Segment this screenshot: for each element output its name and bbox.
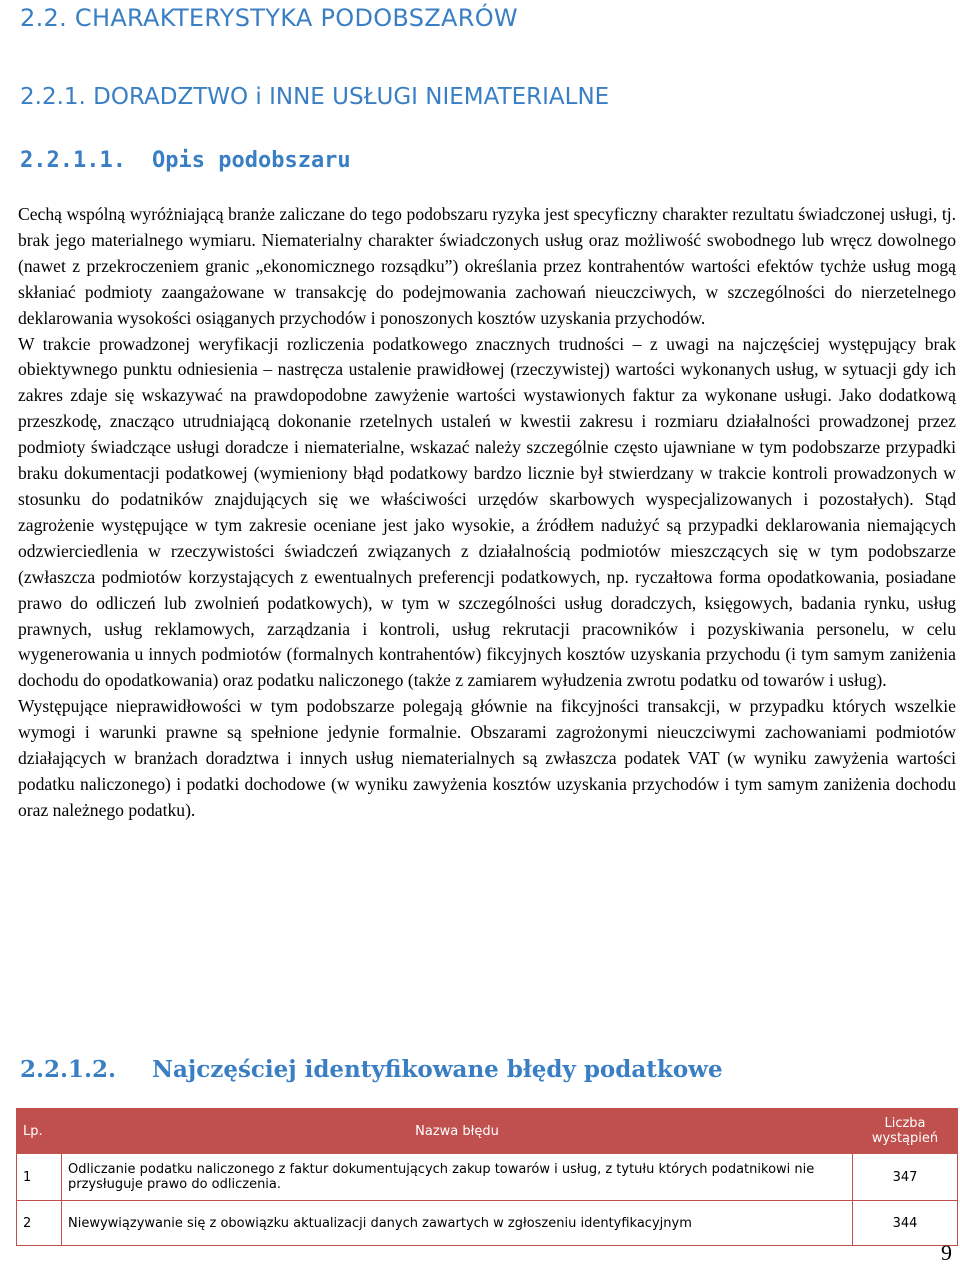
subsection-heading: 2.2.1. DORADZTWO i INNE USŁUGI NIEMATERIALNE	[20, 84, 610, 110]
paragraph: Cechą wspólną wyróżniającą branże zaliczane do tego podobszaru ryzyka jest specyficzny charakter rezultatu świadczonej usługi, tj. brak jego materialnego wymiaru. Niematerialny charakter świadczonych usług oraz możliwość swobodnego lub wręcz dowolnego (nawet z przekroczeniem granic „ekonomicznego rozsądku”) określania przez kontrahentów wartości efektów tychże usług mogą skłaniać podmioty zaangażowane w transakcję do podejmowania zachowań nieuczciwych, w szczególności do nierzetelnego deklarowania wysokości osiąganych przychodów i ponoszonych kosztów uzyskania przychodów.	[18, 204, 956, 328]
errors-table	[16, 1108, 958, 1246]
subsubsection-heading	[20, 148, 351, 173]
section-heading: 2.2. CHARAKTERYSTYKA PODOBSZARÓW	[20, 4, 518, 32]
row-name: Odliczanie podatku naliczonego z faktur dokumentujących zakup towarów i usług, z tytułu których podatnikowi nie przysługuje prawo do odliczenia.	[62, 1154, 853, 1201]
table-section-number: 2.2.1.2.	[20, 1056, 117, 1083]
table-section-heading	[20, 1056, 723, 1083]
row-name: Niewywiązywanie się z obowiązku aktualizacji danych zawartych w zgłoszeniu identyfikacyjnym	[62, 1201, 853, 1246]
row-count: 347	[853, 1154, 958, 1201]
page-number: 9	[941, 1240, 952, 1265]
row-lp: 1	[17, 1154, 62, 1201]
header-count: Liczba wystąpień	[853, 1109, 958, 1154]
header-lp: Lp.	[17, 1109, 62, 1154]
subsubsection-number: 2.2.1.1.	[20, 148, 126, 173]
row-lp: 2	[17, 1201, 62, 1246]
header-name: Nazwa błędu	[62, 1109, 853, 1154]
subsubsection-title: Opis podobszaru	[152, 148, 351, 173]
table-header-row	[17, 1109, 958, 1154]
paragraph: W trakcie prowadzonej weryfikacji rozliczenia podatkowego znacznych trudności – z uwagi na najczęściej występujący brak obiektywnego punktu odniesienia – nastręcza ustalenie prawidłowej (rzeczywistej) wartości wykonanych usług, w sytuacji gdy ich zakres zdaje się wskazywać na prawdopodobne zawyżenie wartości wystawionych faktur za wykonane usługi. Jako dodatkową przeszkodę, znacząco utrudniającą dokonanie rzetelnych ustaleń w kwestii zakresu i rozmiaru działalności prowadzonej przez podmioty świadczące usługi doradcze i niematerialne, wskazać należy szczególnie często ujawniane w tym podobszarze przypadki braku dokumentacji podatkowej (wymieniony błąd podatkowy bardzo licznie był stwierdzany w trakcie kontroli prowadzonych w stosunku do podatników znajdujących się we właściwości urzędów skarbowych wyspecjalizowanych i pozostałych). Stąd zagrożenie występujące w tym zakresie oceniane jest jako wysokie, a źródłem nadużyć są przypadki deklarowania niemających odzwierciedlenia w rzeczywistości świadczeń związanych z działalnością podmiotów mieszczących się w tym podobszarze (zwłaszcza podmiotów korzystających z ewentualnych preferencji podatkowych, np. ryczałtowa forma opodatkowania, posiadane prawo do odliczeń lub zwolnień podatkowych), w tym w szczególności usług doradczych, księgowych, badania rynku, usług prawnych, usług reklamowych, zarządzania i kontroli, usług rekrutacji pracowników i pozyskiwania personelu, w celu wygenerowania u innych podmiotów (formalnych kontrahentów) fikcyjnych kosztów uzyskania przychodu (i tym samym zaniżenia dochodu do opodatkowania) oraz podatku naliczonego (także z zamiarem wyłudzenia zwrotu podatku od towarów i usług).	[18, 333, 956, 691]
row-count: 344	[853, 1201, 958, 1246]
body-text	[18, 202, 956, 824]
table-row	[17, 1201, 958, 1246]
table-section-title: Najczęściej identyfikowane błędy podatkowe	[152, 1056, 723, 1083]
table-row	[17, 1154, 958, 1201]
paragraph: Występujące nieprawidłowości w tym podobszarze polegają głównie na fikcyjności transakcji, w przypadku których wszelkie wymogi i warunki prawne są spełnione jedynie formalnie. Obszarami zagrożonymi nieuczciwymi zachowaniami podmiotów działających w branżach doradztwa i innych usług niematerialnych są zwłaszcza podatek VAT (w wyniku zawyżenia wartości podatku naliczonego) i podatki dochodowe (w wyniku zawyżenia kosztów uzyskania przychodów i tym samym zaniżenia dochodu oraz należnego podatku).	[18, 696, 956, 820]
